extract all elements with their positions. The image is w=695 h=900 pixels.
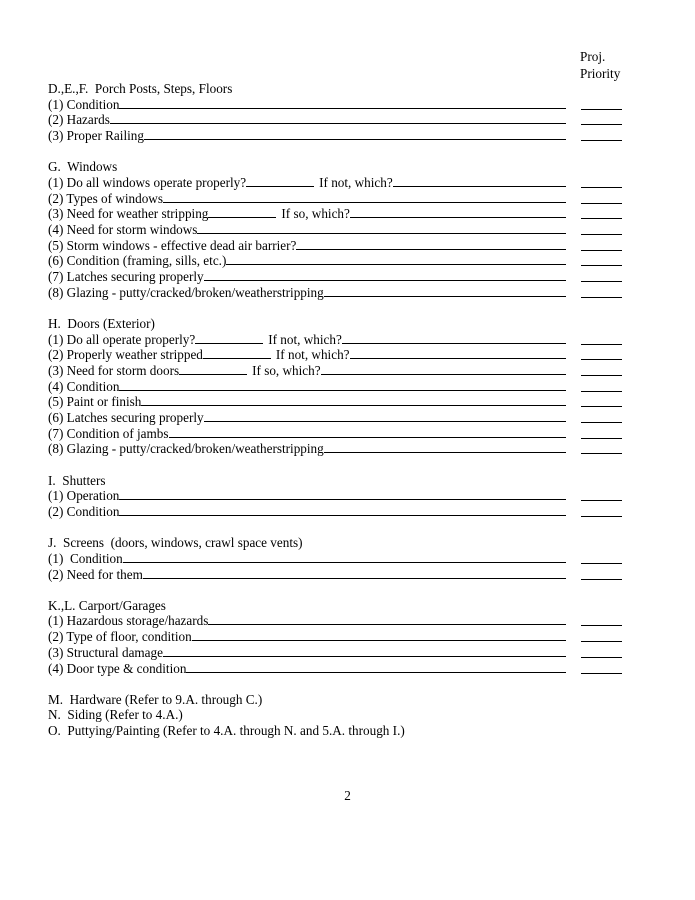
checklist-item — [48, 363, 622, 379]
answer-line[interactable] — [119, 504, 566, 516]
checklist-item — [48, 645, 622, 661]
checklist-item — [48, 488, 622, 504]
section-heading: G. Windows — [48, 159, 118, 175]
reference-note: M. Hardware (Refer to 9.A. through C.) — [48, 691, 263, 707]
item-line — [48, 285, 566, 301]
checklist-item — [48, 426, 622, 442]
item-label: (7) Latches securing properly — [48, 269, 204, 285]
priority-column-header — [580, 48, 620, 82]
answer-line[interactable] — [144, 128, 566, 140]
item-label: (7) Condition of jambs — [48, 425, 169, 441]
checklist-content — [48, 81, 622, 739]
priority-blank[interactable] — [581, 673, 622, 674]
item-label: (2) Type of floor, condition — [48, 629, 192, 645]
section-heading: D.,E.,F. Porch Posts, Steps, Floors — [48, 81, 233, 96]
item-label: (2) Hazards — [48, 112, 110, 128]
checklist-item — [48, 613, 622, 629]
reference-notes — [48, 692, 622, 739]
priority-blank[interactable] — [581, 500, 622, 501]
section-heading: H. Doors (Exterior) — [48, 315, 155, 331]
item-label: (1) Do all windows operate properly? — [48, 174, 247, 190]
answer-line[interactable] — [169, 426, 566, 438]
item-line — [48, 410, 566, 426]
priority-blank[interactable] — [581, 422, 622, 423]
item-line — [48, 347, 566, 363]
item-label: If so, which? — [281, 206, 350, 222]
item-line — [48, 645, 566, 661]
priority-label: Priority — [580, 66, 621, 81]
priority-blank[interactable] — [581, 109, 622, 110]
priority-blank[interactable] — [581, 625, 622, 626]
priority-blank[interactable] — [581, 563, 622, 564]
answer-line[interactable] — [163, 191, 566, 203]
checklist-section — [48, 535, 622, 582]
item-label: (3) Structural damage — [48, 644, 163, 660]
answer-line[interactable] — [208, 613, 566, 625]
item-label: (2) Condition — [48, 504, 120, 519]
answer-line[interactable] — [119, 379, 566, 391]
answer-blank[interactable] — [203, 347, 271, 359]
priority-blank[interactable] — [581, 375, 622, 376]
priority-blank[interactable] — [581, 657, 622, 658]
checklist-item — [48, 285, 622, 301]
checklist-item — [48, 191, 622, 207]
priority-blank[interactable] — [581, 187, 622, 188]
item-line — [48, 394, 566, 410]
answer-line[interactable] — [204, 410, 566, 422]
priority-blank[interactable] — [581, 203, 622, 204]
checklist-item — [48, 551, 622, 567]
answer-line[interactable] — [204, 269, 566, 281]
answer-line[interactable] — [342, 332, 566, 344]
item-line — [48, 332, 566, 348]
item-line — [48, 128, 566, 144]
answer-line[interactable] — [324, 285, 566, 297]
priority-blank[interactable] — [581, 281, 622, 282]
item-label: If so, which? — [252, 363, 321, 378]
item-line — [48, 222, 566, 238]
item-label: (1) Operation — [48, 488, 120, 504]
item-label: (3) Proper Railing — [48, 128, 144, 144]
item-line — [48, 567, 566, 583]
priority-blank[interactable] — [581, 297, 622, 298]
item-label: (6) Latches securing properly — [48, 410, 204, 426]
answer-line[interactable] — [197, 222, 566, 234]
answer-blank[interactable] — [179, 363, 247, 375]
checklist-section — [48, 316, 622, 457]
item-label: (1) Do all operate properly? — [48, 331, 196, 347]
item-label: (2) Need for them — [48, 566, 143, 582]
checklist-item — [48, 394, 622, 410]
item-line — [48, 629, 566, 645]
item-line — [48, 206, 566, 222]
item-line — [48, 488, 566, 504]
answer-line[interactable] — [119, 488, 566, 500]
item-label: (4) Need for storm windows — [48, 222, 198, 237]
checklist-item — [48, 410, 622, 426]
item-line — [48, 97, 566, 113]
priority-blank[interactable] — [581, 124, 622, 125]
checklist-item — [48, 379, 622, 395]
checklist-item — [48, 332, 622, 348]
item-label: If not, which? — [275, 347, 350, 363]
item-line — [48, 175, 566, 191]
answer-line[interactable] — [350, 347, 566, 359]
checklist-item — [48, 238, 622, 254]
checklist-item — [48, 253, 622, 269]
item-label: If not, which? — [268, 331, 342, 347]
checklist-item — [48, 661, 622, 677]
checklist-item — [48, 504, 622, 520]
item-line — [48, 379, 566, 395]
item-label: (4) Condition — [48, 378, 120, 394]
answer-blank[interactable] — [208, 206, 276, 218]
priority-blank[interactable] — [581, 516, 622, 517]
priority-blank[interactable] — [581, 438, 622, 439]
item-line — [48, 613, 566, 629]
item-label: (8) Glazing - putty/cracked/broken/weatherstripping — [48, 441, 324, 457]
item-label: (5) Paint or finish — [48, 394, 142, 410]
answer-line[interactable] — [350, 206, 566, 218]
item-label: (5) Storm windows - effective dead air barrier? — [48, 237, 297, 253]
item-line — [48, 269, 566, 285]
answer-line[interactable] — [141, 394, 566, 406]
answer-line[interactable] — [192, 629, 566, 641]
section-heading: I. Shutters — [48, 472, 106, 488]
item-line — [48, 253, 566, 269]
checklist-item — [48, 347, 622, 363]
item-line — [48, 661, 566, 677]
priority-blank[interactable] — [581, 140, 622, 141]
item-label: (2) Types of windows — [48, 190, 163, 206]
item-line — [48, 191, 566, 207]
item-label: (6) Condition (framing, sills, etc.) — [48, 253, 227, 269]
answer-blank[interactable] — [246, 175, 314, 187]
checklist-item — [48, 441, 622, 457]
answer-line[interactable] — [393, 175, 566, 187]
priority-blank[interactable] — [581, 359, 622, 360]
item-line — [48, 112, 566, 128]
priority-blank[interactable] — [581, 453, 622, 454]
page-number: 2 — [344, 788, 351, 803]
checklist-section — [48, 473, 622, 520]
item-label: (3) Need for storm doors — [48, 363, 180, 378]
reference-note: N. Siding (Refer to 4.A.) — [48, 707, 183, 723]
checklist-item — [48, 206, 622, 222]
answer-line[interactable] — [324, 441, 566, 453]
item-label: (3) Need for weather stripping — [48, 206, 209, 222]
answer-line[interactable] — [119, 97, 566, 109]
priority-blank[interactable] — [581, 641, 622, 642]
checklist-item — [48, 269, 622, 285]
item-label: If not, which? — [319, 174, 393, 190]
item-line — [48, 551, 566, 567]
answer-line[interactable] — [226, 253, 566, 265]
answer-line[interactable] — [110, 112, 566, 124]
answer-line[interactable] — [296, 238, 566, 250]
answer-line[interactable] — [123, 551, 566, 563]
checklist-item — [48, 97, 622, 113]
checklist-item — [48, 222, 622, 238]
item-line — [48, 363, 566, 379]
priority-blank[interactable] — [581, 250, 622, 251]
item-label: (1) Condition — [48, 550, 123, 566]
checklist-item — [48, 175, 622, 191]
item-label: (1) Condition — [48, 96, 120, 112]
checklist-item — [48, 629, 622, 645]
item-line — [48, 504, 566, 520]
item-label: (1) Hazardous storage/hazards — [48, 613, 209, 629]
checklist-section — [48, 159, 622, 300]
item-line — [48, 426, 566, 442]
priority-blank[interactable] — [581, 234, 622, 235]
reference-note: O. Puttying/Painting (Refer to 4.A. through N. and 5.A. through I.) — [48, 723, 405, 739]
checklist-item — [48, 112, 622, 128]
item-line — [48, 238, 566, 254]
proj-label: Proj. — [580, 49, 606, 64]
answer-line[interactable] — [321, 363, 566, 375]
checklist-item — [48, 128, 622, 144]
checklist-item — [48, 567, 622, 583]
checklist-section — [48, 81, 622, 144]
priority-blank[interactable] — [581, 344, 622, 345]
item-line — [48, 441, 566, 457]
priority-blank[interactable] — [581, 406, 622, 407]
priority-blank[interactable] — [581, 391, 622, 392]
priority-blank[interactable] — [581, 218, 622, 219]
item-label: (2) Properly weather stripped — [48, 347, 203, 363]
priority-blank[interactable] — [581, 265, 622, 266]
answer-line[interactable] — [163, 645, 566, 657]
item-label: (4) Door type & condition — [48, 660, 187, 676]
answer-line[interactable] — [143, 567, 566, 579]
item-label: (8) Glazing - putty/cracked/broken/weatherstripping — [48, 284, 324, 300]
checklist-section — [48, 598, 622, 676]
section-heading: J. Screens (doors, windows, crawl space vents) — [48, 535, 303, 551]
answer-line[interactable] — [186, 661, 566, 673]
priority-blank[interactable] — [581, 579, 622, 580]
section-heading: K.,L. Carport/Garages — [48, 597, 166, 613]
answer-blank[interactable] — [195, 332, 263, 344]
